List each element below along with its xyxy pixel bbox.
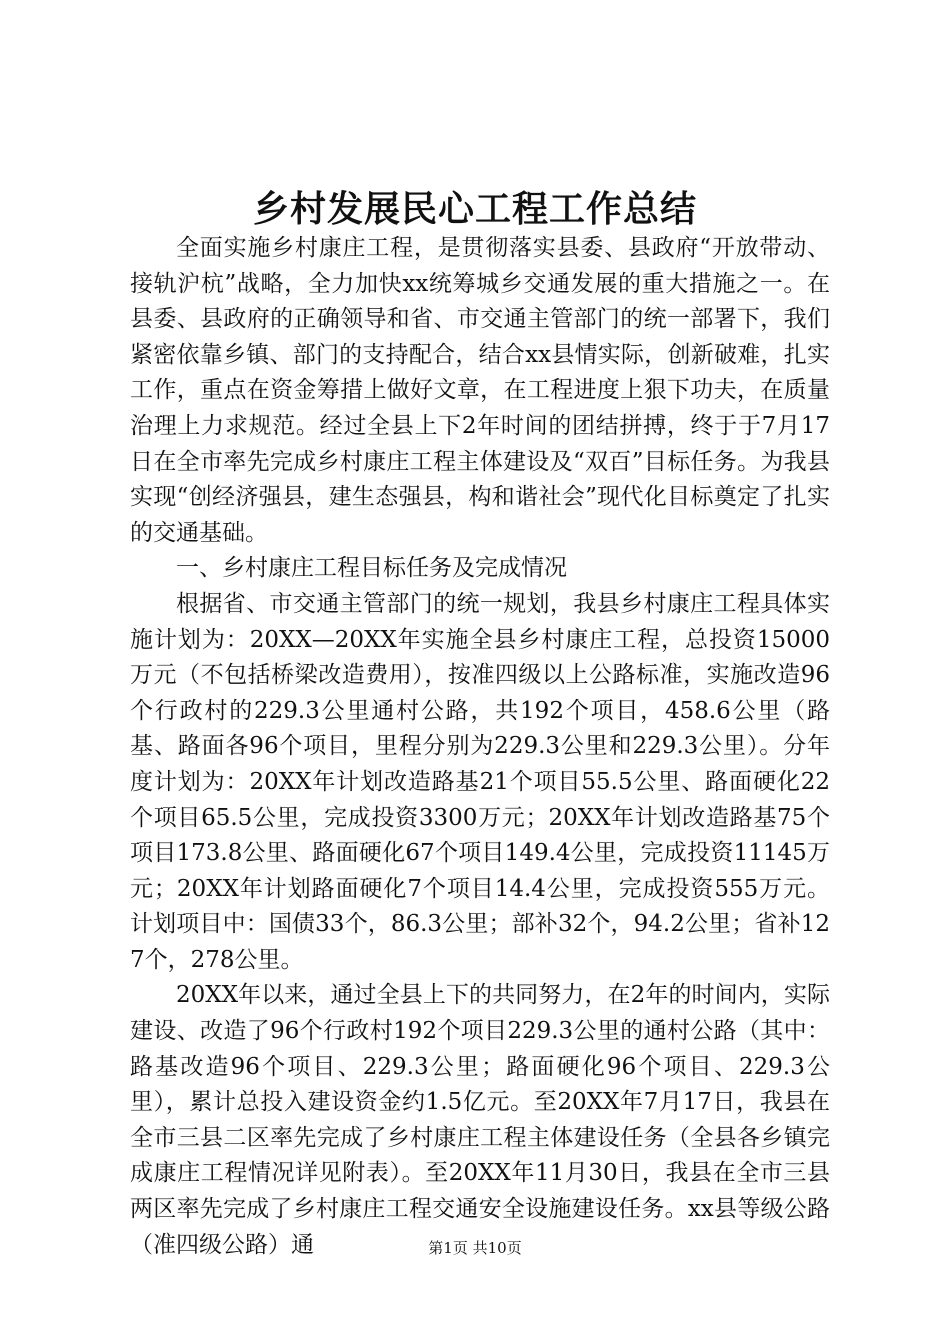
paragraph-intro: 全面实施乡村康庄工程，是贯彻落实县委、县政府“开放带动、接轨沪杭”战略，全力加快xx统筹城乡交通发展的重大措施之一。在县委、县政府的正确领导和省、市交通主管部门的统一部署下，我们紧密依靠乡镇、部门的支持配合，结合xx县情实际，创新破难，扎实工作，重点在资金筹措上做好文章，在工程进度上狠下功夫，在质量治理上力求规范。经过全县上下2年时间的团结拼搏，终于于7月17日在全市率先完成乡村康庄工程主体建设及“双百”目标任务。为我县实现“创经济强县，建生态强县，构和谐社会”现代化目标奠定了扎实的交通基础。 (130, 235, 830, 546)
page-number-footer: 第1页 共10页 (428, 1239, 522, 1257)
section-heading-1: 一、乡村康庄工程目标任务及完成情况 (176, 555, 567, 582)
paragraph-plan: 根据省、市交通主管部门的统一规划，我县乡村康庄工程具体实施计划为：20XX—20XX年实施全县乡村康庄工程，总投资15000万元（不包括桥梁改造费用），按准四级以上公路标准，实施改造96个行政村的229.3公里通村公路，共192个项目，458.6公里（路基、路面各96个项目，里程分别为229.3公里和229.3公里）。分年度计划为：20XX年计划改造路基21个项目55.5公里、路面硬化22个项目65.5公里，完成投资3300万元；20XX年计划改造路基75个项目173.8公里、路面硬化67个项目149.4公里，完成投资11145万元；20XX年计划路面硬化7个项目14.4公里，完成投资555万元。计划项目中：国债33个，86.3公里；部补32个，94.2公里；省补127个，278公里。 (130, 590, 830, 973)
document-title: 乡村发展民心工程工作总结 (252, 188, 697, 230)
paragraph-progress: 20XX年以来，通过全县上下的共同努力，在2年的时间内，实际建设、改造了96个行政村192个项目229.3公里的通村公路（其中：路基改造96个项目、229.3公里；路面硬化96个项目、229.3公里），累计总投入建设资金约1.5亿元。至20XX年7月17日，我县在全市三县二区率先完成了乡村康庄工程主体建设任务（全县各乡镇完成康庄工程情况详见附表）。至20XX年11月30日，我县在全市三县两区率先完成了乡村康庄工程交通安全设施建设任务。xx县等级公路（准四级公路）通 (130, 982, 830, 1258)
document-body (130, 231, 830, 1263)
